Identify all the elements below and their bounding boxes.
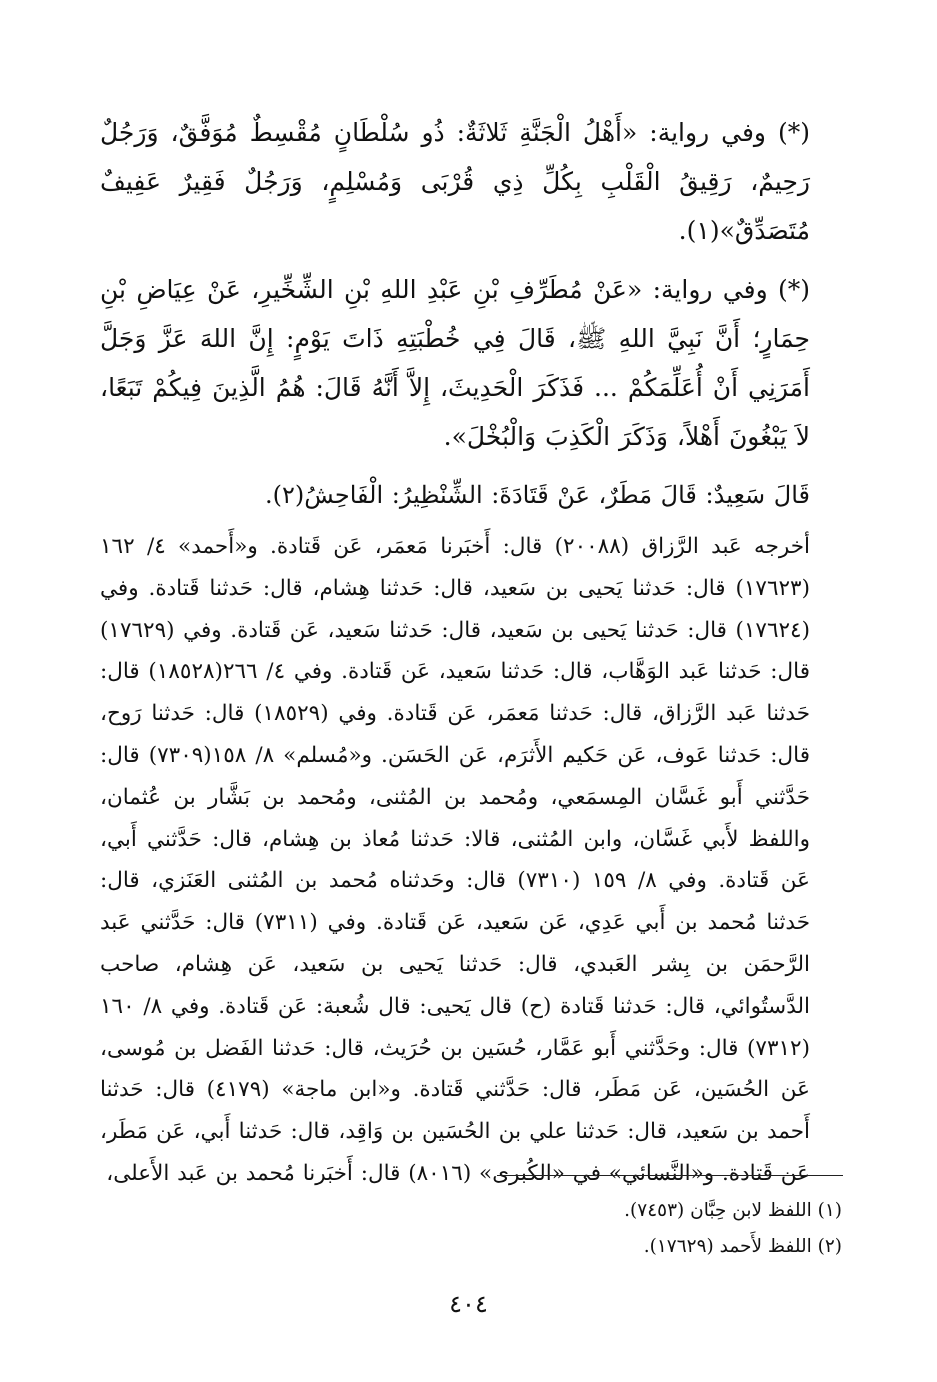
takhrij-paragraph: أخرجه عَبد الرَّزاق (٢٠٠٨٨) قال: أَخبَرنا مَعمَر، عَن قَتادة. و«أَحمد» ٤/ ١٦٢ (١٧٦٢٣) قال: حَدثنا يَحيى بن سَعيد، قال: حَدثنا هِشام، قال: حَدثنا قَتادة. وفي (١٧٦٢٤) قال: حَدثنا يَحيى بن سَعيد، قال: حَدثنا سَعيد، عَن قَتادة. وفي (١٧٦٢٩) قال: حَدثنا عَبد الوَهَّاب، قال: حَدثنا سَعيد، عَن قَتادة. وفي ٤/ ٢٦٦(١٨٥٢٨) قال: حَدثنا عَبد الرَّزاق، قال: حَدثنا مَعمَر، عَن قَتادة. وفي (١٨٥٢٩) قال: حَدثنا رَوح، قال: حَدثنا عَوف، عَن حَكيم الأَثرَم، عَن الحَسَن. و«مُسلم» ٨/ ١٥٨(٧٣٠٩) قال: حَدَّثني أَبو غَسَّان المِسمَعي، ومُحمد بن المُثنى، ومُحمد بن بَشَّار بن عُثمان، واللفظ لأَبي غَسَّان، وابن المُثنى، قالا: حَدثنا مُعاذ بن هِشام، قال: حَدَّثني أَبي، عَن قَتادة. وفي ٨/ ١٥٩ (٧٣١٠) قال: وحَدثناه مُحمد بن المُثنى العَنَزي، قال: حَدثنا مُحمد بن أَبي عَدِي، عَن سَعيد، عَن قَتادة. وفي (٧٣١١) قال: حَدَّثني عَبد الرَّحمَن بن بِشر العَبدي، قال: حَدثنا يَحيى بن سَعيد، عَن هِشام، صاحب الدَّستُوائي، قال: حَدثنا قَتادة (ح) قال يَحيى: قال شُعبة: عَن قَتادة. وفي ٨/ ١٦٠ (٧٣١٢) قال: وحَدَّثني أَبو عَمَّار، حُسَين بن حُرَيث، قال: حَدثنا الفَضل بن مُوسى، عَن الحُسَين، عَن مَطَر، قال: حَدَّثني قَتادة. و«ابن ماجة» (٤١٧٩) قال: حَدثنا أَحمد بن سَعيد، قال: حَدثنا علي بن الحُسَين بن وَاقِد، قال: حَدثنا أَبي، عَن مَطَر، عَن قَتادة. و«النَّسائي» في «الكُبرى» (٨٠١٦) قال: أَخبَرنا مُحمد بن عَبد الأَعلى، bbox=[100, 534, 811, 1186]
saeed-line: قَالَ سَعِيدٌ: قَالَ مَطَرٌ، عَنْ قَتَادَةَ: الشِّنْظِيرُ: الْفَاحِشُ(٢). bbox=[265, 481, 810, 509]
footnote: (١) اللفظ لابن حِبَّان (٧٤٥٣). bbox=[624, 1200, 842, 1221]
footnote-divider bbox=[497, 1175, 843, 1176]
footnotes bbox=[342, 1193, 842, 1265]
footnote: (٢) اللفظ لأَحمد (١٧٦٢٩). bbox=[643, 1236, 842, 1257]
main-text bbox=[100, 108, 840, 1195]
hadith-paragraph: (*) وفي رواية: «أَهْلُ الْجَنَّةِ ثَلاثَةٌ: ذُو سُلْطَانٍ مُقْسِطٌ مُوَفَّقٌ، وَرَجُلٌ رَحِيمٌ، رَقِيقُ الْقَلْبِ بِكُلِّ ذِي قُرْبَى وَمُسْلِمٍ، وَرَجُلٌ فَقِيرٌ عَفِيفٌ مُتَصَدِّقٌ»(١). bbox=[100, 118, 810, 245]
hadith-paragraph: (*) وفي رواية: «عَنْ مُطَرِّفِ بْنِ عَبْدِ اللهِ بْنِ الشِّخِّيرِ، عَنْ عِيَاضِ بْنِ حِمَارٍ؛ أَنَّ نَبِيَّ اللهِ ﷺ، قَالَ فِي خُطْبَتِهِ ذَاتَ يَوْمٍ: إِنَّ اللهَ عَزَّ وَجَلَّ أَمَرَنِي أَنْ أُعَلِّمَكُمْ ... فَذَكَرَ الْحَدِيثَ، إِلاَّ أَنَّهُ قَالَ: هُمُ الَّذِينَ فِيكُمْ تَبَعًا، لاَ يَبْغُونَ أَهْلاً، وَذَكَرَ الْكَذِبَ وَالْبُخْلَ». bbox=[100, 275, 810, 451]
page-number: ٤٠٤ bbox=[449, 1290, 488, 1318]
